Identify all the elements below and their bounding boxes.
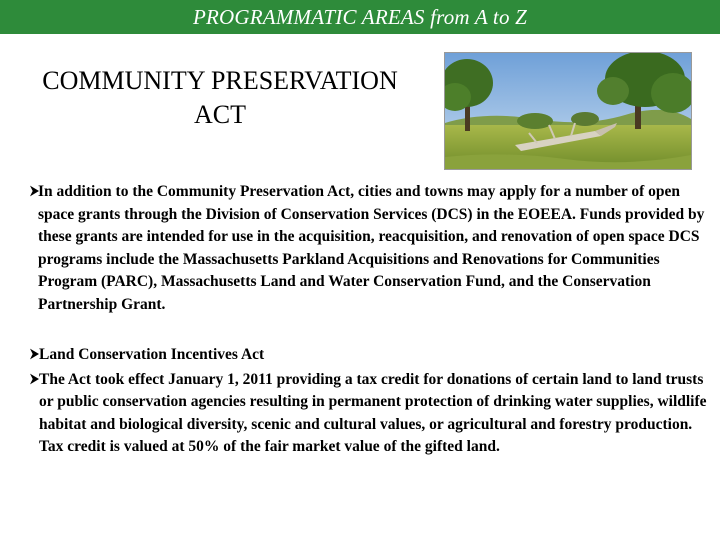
list-item xyxy=(30,181,712,316)
list-item-text: The Act took effect January 1, 2011 providing a tax credit for donations of certain land to land trusts or public conservation agencies resulting in permanent protection of drinking water supplies, wildlife habitat and biological diversity, scenic and cultural values, or agricultural and forestry production. Tax credit is valued at 50% of the fair market value of the gifted land. xyxy=(39,370,707,455)
list-spacer xyxy=(30,316,712,344)
arrow-bullet-icon xyxy=(30,369,39,385)
list-item-text: In addition to the Community Preservation Act, cities and towns may apply for a number of open space grants through the Division of Conservation Services (DCS) in the EOEEA. Funds provided by these grants are intended for use in the acquisition, reacquisition, and renovation of open space DCS programs include the Massachusetts Parkland Acquisitions and Renovations for Communities Program (PARC), Massachusetts Land and Water Conservation Fund, and the Conservation Partnership Grant. xyxy=(38,183,705,313)
list-item-text: Land Conservation Incentives Act xyxy=(39,346,265,363)
list-item xyxy=(30,344,712,367)
banner-title: PROGRAMMATIC AREAS from A to Z xyxy=(192,4,527,29)
arrow-bullet-icon xyxy=(30,344,39,360)
bullet-list xyxy=(30,181,712,459)
page-title-line-1: COMMUNITY PRESERVATION xyxy=(42,66,398,95)
header-banner xyxy=(0,0,720,34)
list-item xyxy=(30,369,712,459)
meadow-with-trees-icon xyxy=(445,53,691,169)
page-title xyxy=(0,64,440,132)
page-title-line-2: ACT xyxy=(194,100,246,129)
meadow-photo xyxy=(444,52,692,170)
